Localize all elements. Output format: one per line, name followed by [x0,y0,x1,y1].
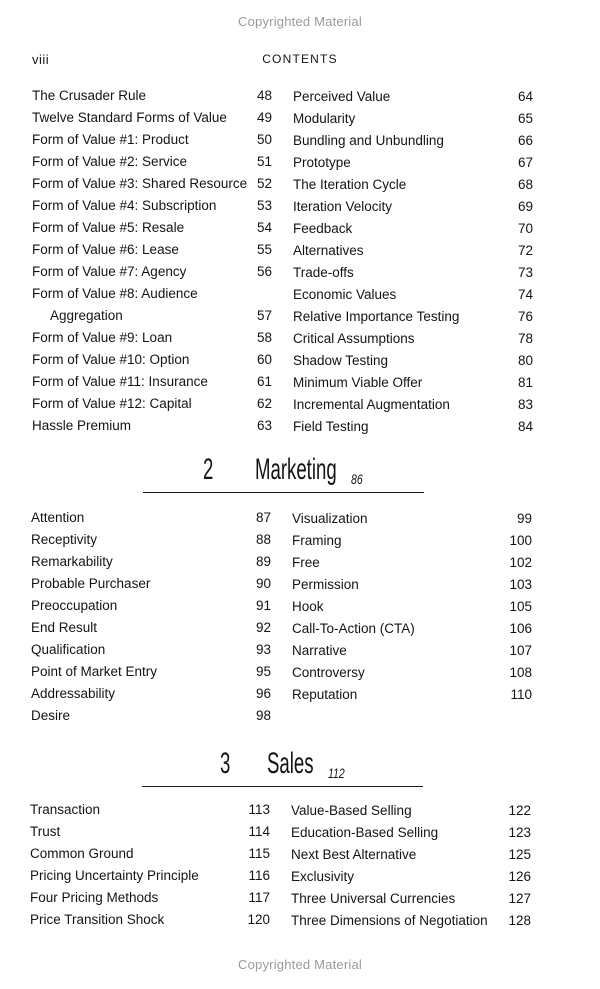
toc-entry-title: Field Testing [293,419,369,434]
toc-entry [293,394,533,416]
toc-entry-page: 123 [508,825,531,840]
toc-entry-title: Permission [292,577,359,592]
toc-entry-page: 68 [517,177,533,192]
toc-entry [31,573,271,595]
toc-entry [31,705,271,727]
toc-entry [291,866,531,888]
toc-entry-title: Perceived Value [293,89,391,104]
toc-entry-page: 110 [510,687,532,702]
toc-entry-title: Incremental Augmentation [293,397,450,412]
toc-entry-page: 102 [509,555,532,570]
toc-entry [293,130,533,152]
toc-entry-page: 87 [255,510,271,525]
toc-entry [293,86,533,108]
toc-entry-page: 127 [508,891,531,906]
toc-entry-page: 51 [256,154,272,169]
toc-entry-title: Three Dimensions of Negotiation [291,913,488,928]
toc-entry-title: Form of Value #7: Agency [32,264,187,279]
toc-entry-title: Form of Value #1: Product [32,132,189,147]
toc-entry-title: Aggregation [50,308,123,323]
toc-entry [32,217,272,239]
toc-entry-title: The Crusader Rule [32,88,147,103]
toc-entry-page: 54 [256,220,272,235]
toc-entry-page: 120 [247,912,270,927]
toc-entry-title: Form of Value #6: Lease [32,242,179,257]
toc-entry-page: 83 [517,397,533,412]
toc-entry-title: Form of Value #2: Service [32,154,188,169]
toc-entry [293,350,533,372]
toc-entry [32,107,272,129]
toc-entry [292,618,532,640]
toc-entry-title: Form of Value #9: Loan [32,330,173,345]
toc-entry [32,151,272,173]
toc-entry-title: Hassle Premium [32,418,132,433]
toc-entry-title: Economic Values [293,287,397,302]
toc-entry-title: Framing [292,533,342,548]
chapter-heading-marketing [0,453,600,493]
toc-entry-title: Relative Importance Testing [293,309,460,324]
page-folio: viii [32,52,50,67]
toc-entry-page: 89 [255,554,271,569]
toc-entry-title: Form of Value #4: Subscription [32,198,217,213]
toc-entry-page: 61 [256,374,272,389]
toc-entry-title: Desire [31,708,71,723]
toc-entry [32,327,272,349]
toc-entry-page: 74 [517,287,533,302]
toc-entry-title: Bundling and Unbundling [293,133,444,148]
toc-entry [291,844,531,866]
toc-entry-page: 76 [517,309,533,324]
toc-entry-title: Three Universal Currencies [291,891,456,906]
toc-entry [31,507,271,529]
chapter-page-number: 112 [328,765,345,781]
toc-entry [293,372,533,394]
toc-entry-page: 107 [509,643,532,658]
toc-entry-page: 72 [517,243,533,258]
toc-column-right [292,508,532,706]
toc-entry-title: Reputation [292,687,358,702]
toc-entry-title: Attention [31,510,85,525]
toc-entry-title: Narrative [292,643,347,658]
toc-entry-page: 67 [517,155,533,170]
toc-entry [31,551,271,573]
toc-entry-page: 81 [517,375,533,390]
chapter-rule [143,492,424,493]
toc-entry-page: 57 [256,308,272,323]
toc-entry-title: Receptivity [31,532,98,547]
toc-entry-title: Hook [292,599,324,614]
toc-entry-page: 98 [255,708,271,723]
copyright-watermark-top: Copyrighted Material [238,14,362,29]
chapter-title: Marketing [255,453,337,486]
toc-entry-title: Point of Market Entry [31,664,158,679]
toc-entry-page: 96 [255,686,271,701]
toc-entry [32,239,272,261]
toc-entry [293,218,533,240]
toc-entry-title: Visualization [292,511,368,526]
toc-entry-page: 108 [509,665,532,680]
toc-entry-page: 50 [256,132,272,147]
toc-entry [292,684,532,706]
toc-entry-page: 58 [256,330,272,345]
toc-entry [30,887,270,909]
toc-entry [293,262,533,284]
toc-entry-title: Trade-offs [293,265,354,280]
toc-entry-page: 122 [508,803,531,818]
toc-entry-title: Probable Purchaser [31,576,151,591]
toc-entry-page: 62 [256,396,272,411]
toc-entry-page: 56 [256,264,272,279]
toc-entry-page: 128 [508,913,531,928]
toc-entry [30,821,270,843]
toc-column-left [32,85,272,437]
toc-entry [32,173,272,195]
toc-entry-page: 103 [509,577,532,592]
toc-entry-page: 95 [255,664,271,679]
toc-entry [31,617,271,639]
toc-entry-page: 48 [256,88,272,103]
toc-entry-page: 115 [248,846,270,861]
toc-column-left [30,799,270,931]
toc-entry [293,108,533,130]
toc-entry-title: Form of Value #10: Option [32,352,190,367]
toc-entry-page: 84 [517,419,533,434]
toc-entry-page: 69 [517,199,533,214]
toc-entry [291,822,531,844]
toc-entry [32,393,272,415]
toc-entry-title: Alternatives [293,243,364,258]
chapter-number: 2 [203,453,214,486]
toc-entry-page: 66 [517,133,533,148]
toc-entry-page: 93 [255,642,271,657]
toc-entry [292,508,532,530]
toc-entry-title: Four Pricing Methods [30,890,159,905]
toc-entry [32,371,272,393]
toc-entry-title: Modularity [293,111,356,126]
toc-entry [292,662,532,684]
chapter-page-number: 86 [351,471,363,487]
toc-entry-page: 64 [517,89,533,104]
toc-entry-title: Value-Based Selling [291,803,412,818]
toc-entry-title: Minimum Viable Offer [293,375,423,390]
toc-entry-title: Preoccupation [31,598,118,613]
toc-entry [31,661,271,683]
chapter-number: 3 [220,747,231,780]
toc-entry [31,529,271,551]
toc-entry-title: Controversy [292,665,365,680]
toc-entry [32,261,272,283]
toc-entry [30,799,270,821]
toc-entry-page: 116 [248,868,270,883]
toc-column-right [291,800,531,932]
toc-entry-title: Form of Value #5: Resale [32,220,185,235]
toc-entry-title: Shadow Testing [293,353,389,368]
toc-entry-title: Price Transition Shock [30,912,165,927]
toc-entry [30,843,270,865]
chapter-rule [142,786,423,787]
toc-entry-title: Feedback [293,221,353,236]
toc-entry-page: 70 [517,221,533,236]
toc-entry [293,196,533,218]
toc-entry-title: Prototype [293,155,351,170]
toc-entry-title: End Result [31,620,98,635]
toc-entry-page: 49 [256,110,272,125]
toc-entry-page: 113 [248,802,270,817]
toc-entry-page: 63 [256,418,272,433]
toc-entry [293,174,533,196]
toc-entry-title: Transaction [30,802,101,817]
toc-entry [292,596,532,618]
running-head: CONTENTS [262,52,338,66]
toc-entry-title: Form of Value #3: Shared Resource [32,176,248,191]
toc-entry [291,800,531,822]
toc-entry-page: 100 [509,533,532,548]
toc-entry-title: Pricing Uncertainty Principle [30,868,199,883]
toc-entry [291,910,531,932]
toc-entry-page: 106 [509,621,532,636]
toc-entry-title: Free [292,555,320,570]
chapter-title: Sales [267,747,314,780]
toc-entry-title: Qualification [31,642,106,657]
toc-entry-title: Education-Based Selling [291,825,439,840]
toc-entry-page: 105 [509,599,532,614]
toc-entry [32,283,272,305]
toc-entry-page: 73 [517,265,533,280]
toc-entry-title: The Iteration Cycle [293,177,407,192]
toc-entry-title: Form of Value #8: Audience [32,286,198,301]
toc-entry-page: 78 [517,331,533,346]
toc-entry-page: 126 [508,869,531,884]
toc-entry-title: Remarkability [31,554,113,569]
toc-entry-page: 55 [256,242,272,257]
toc-entry [292,530,532,552]
toc-entry [292,574,532,596]
toc-entry [31,683,271,705]
toc-entry-page: 53 [256,198,272,213]
toc-entry-page: 80 [517,353,533,368]
toc-entry [293,240,533,262]
toc-entry [292,640,532,662]
toc-entry [31,639,271,661]
toc-entry-title: Call-To-Action (CTA) [292,621,415,636]
toc-entry [32,415,272,437]
toc-column-right [293,86,533,438]
toc-entry [30,909,270,931]
toc-entry-page: 99 [516,511,532,526]
toc-entry [32,305,272,327]
toc-entry [293,284,533,306]
toc-entry-title: Common Ground [30,846,134,861]
toc-entry [32,195,272,217]
toc-entry [293,416,533,438]
toc-entry [291,888,531,910]
toc-entry-page: 88 [255,532,271,547]
toc-entry-page: 117 [248,890,270,905]
toc-entry [292,552,532,574]
toc-entry [32,129,272,151]
toc-entry-page: 125 [508,847,531,862]
toc-entry [32,85,272,107]
toc-entry [31,595,271,617]
toc-entry-page: 91 [255,598,271,613]
toc-entry-title: Trust [30,824,61,839]
toc-entry-page: 90 [255,576,271,591]
toc-entry-title: Form of Value #12: Capital [32,396,192,411]
toc-entry-title: Critical Assumptions [293,331,415,346]
toc-entry-page: 65 [517,111,533,126]
toc-entry [293,306,533,328]
toc-entry-title: Addressability [31,686,116,701]
toc-entry-page: 114 [248,824,270,839]
toc-entry-title: Exclusivity [291,869,355,884]
toc-entry [293,152,533,174]
toc-entry-title: Twelve Standard Forms of Value [32,110,227,125]
toc-entry-title: Iteration Velocity [293,199,393,214]
toc-entry-page: 60 [256,352,272,367]
toc-entry-title: Form of Value #11: Insurance [32,374,208,389]
toc-entry-page: 92 [255,620,271,635]
toc-column-left [31,507,271,727]
chapter-heading-sales [0,747,600,787]
toc-entry-title: Next Best Alternative [291,847,417,862]
toc-entry [32,349,272,371]
toc-entry [30,865,270,887]
copyright-watermark-bottom: Copyrighted Material [238,957,362,972]
toc-entry [293,328,533,350]
toc-entry-page: 52 [256,176,272,191]
